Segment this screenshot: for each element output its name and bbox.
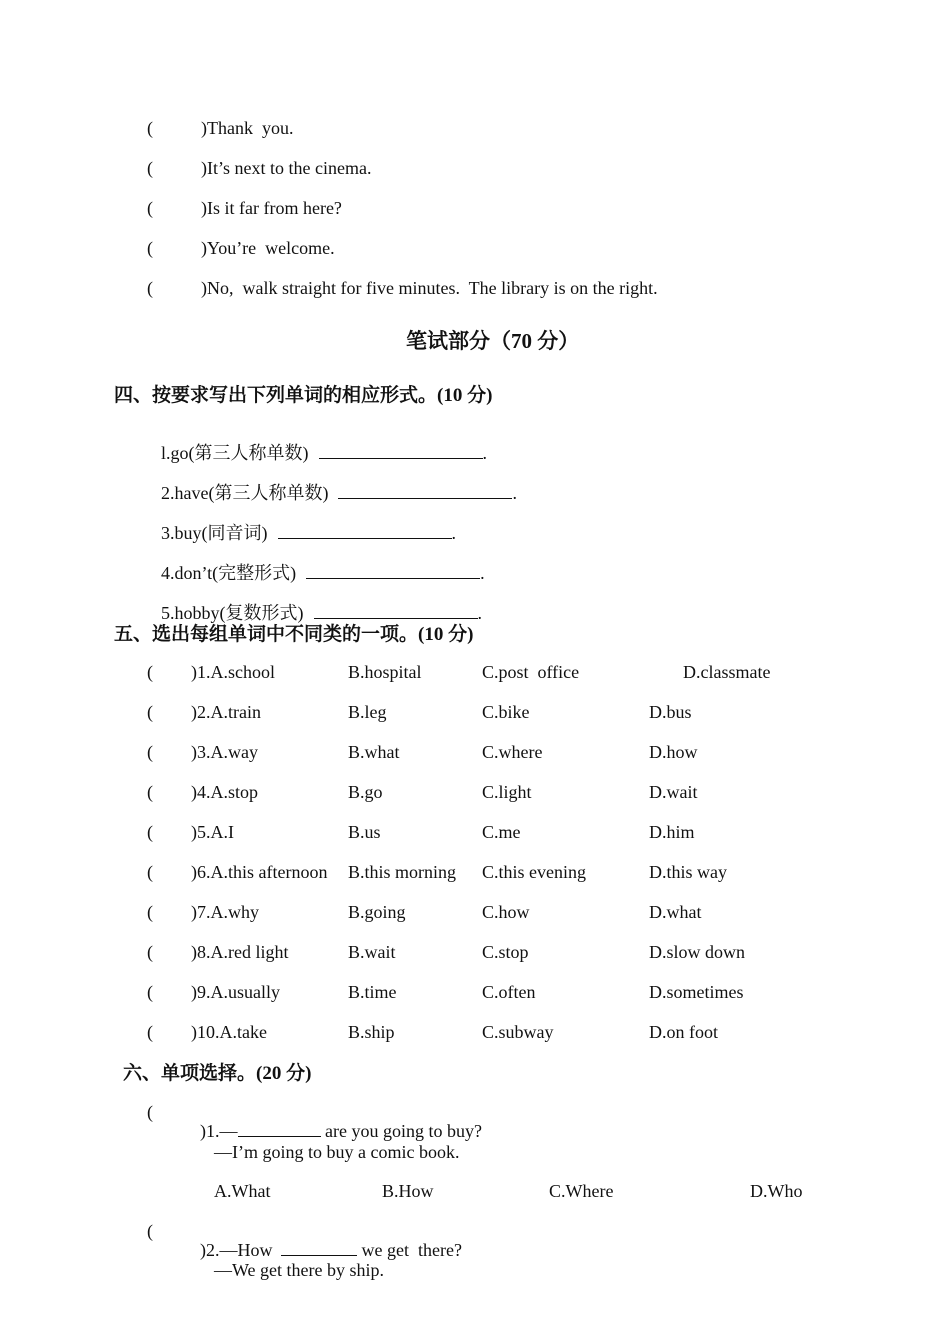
choice-a[interactable]: A.What [214, 1181, 271, 1201]
answer-paren: ( [147, 278, 153, 298]
option-c: C.bike [482, 702, 530, 722]
option-b: B.wait [348, 942, 396, 962]
option-b: B.this morning [348, 862, 457, 882]
option-a: )2.A.train [191, 702, 261, 722]
option-a: )4.A.stop [191, 782, 258, 802]
choice-d[interactable]: D.Who [750, 1181, 803, 1201]
option-b: B.us [348, 822, 381, 842]
option-a: )9.A.usually [191, 982, 280, 1002]
option-a: )5.A.I [191, 822, 234, 842]
word-form-item: 3.buy(同音词) . [161, 523, 456, 543]
answer-blank[interactable] [314, 603, 478, 619]
option-d: D.this way [649, 862, 727, 882]
answer-paren: ( [147, 662, 153, 682]
answer-blank[interactable] [281, 1240, 357, 1256]
answer-paren: ( [147, 158, 153, 178]
answer-paren: ( [147, 238, 153, 258]
answer-blank[interactable] [278, 523, 452, 539]
word-form-label: 5.hobby(复数形式) [161, 603, 304, 623]
answer-paren: ( [147, 118, 153, 138]
word-form-label: 2.have(第三人称单数) [161, 483, 329, 503]
answer-blank[interactable] [319, 443, 483, 459]
word-form-item: 5.hobby(复数形式) . [161, 603, 482, 623]
word-form-item: 4.don’t(完整形式) . [161, 563, 485, 583]
word-form-label: 3.buy(同音词) [161, 523, 268, 543]
option-d: D.bus [649, 702, 692, 722]
question-2-answer: —We get there by ship. [214, 1260, 385, 1280]
answer-paren: ( [147, 902, 153, 922]
option-d: D.what [649, 902, 702, 922]
option-b: B.ship [348, 1022, 395, 1042]
option-a: )10.A.take [191, 1022, 267, 1042]
dialogue-text: )You’re welcome. [201, 238, 335, 258]
option-a: )6.A.this afternoon [191, 862, 328, 882]
written-part-title: 笔试部分（70 分） [406, 329, 580, 353]
answer-paren: ( [147, 982, 153, 1002]
section-6-heading: 六、单项选择。(20 分) [123, 1063, 312, 1084]
option-c: C.where [482, 742, 543, 762]
option-b: B.hospital [348, 662, 422, 682]
answer-paren: ( [147, 198, 153, 218]
dialogue-text: )Thank you. [201, 118, 294, 138]
option-c: C.subway [482, 1022, 554, 1042]
option-b: B.going [348, 902, 406, 922]
answer-paren: ( [147, 822, 153, 842]
option-a: )1.A.school [191, 662, 275, 682]
option-b: B.go [348, 782, 383, 802]
dialogue-text: )No, walk straight for five minutes. The library is on the right. [201, 278, 658, 298]
option-a: )3.A.way [191, 742, 258, 762]
option-a: )7.A.why [191, 902, 259, 922]
option-a: )8.A.red light [191, 942, 289, 962]
answer-paren: ( [147, 1221, 153, 1241]
answer-paren: ( [147, 862, 153, 882]
option-c: C.this evening [482, 862, 586, 882]
answer-paren: ( [147, 1022, 153, 1042]
answer-blank[interactable] [338, 483, 512, 499]
answer-paren: ( [147, 782, 153, 802]
answer-blank[interactable] [306, 563, 480, 579]
answer-blank[interactable] [238, 1121, 321, 1137]
choice-b[interactable]: B.How [382, 1181, 434, 1201]
option-c: C.often [482, 982, 536, 1002]
option-d: D.wait [649, 782, 698, 802]
question-2: )2.—How we get there? [200, 1240, 462, 1260]
word-form-label: l.go(第三人称单数) [161, 443, 309, 463]
choice-c[interactable]: C.Where [549, 1181, 614, 1201]
section-5-heading: 五、选出每组单词中不同类的一项。(10 分) [114, 624, 474, 645]
option-c: C.me [482, 822, 521, 842]
option-b: B.leg [348, 702, 387, 722]
option-d: D.sometimes [649, 982, 744, 1002]
option-b: B.time [348, 982, 397, 1002]
answer-paren: ( [147, 702, 153, 722]
option-d: D.classmate [683, 662, 771, 682]
option-c: C.how [482, 902, 530, 922]
dialogue-text: )It’s next to the cinema. [201, 158, 372, 178]
answer-paren: ( [147, 942, 153, 962]
answer-paren: ( [147, 742, 153, 762]
word-form-item: 2.have(第三人称单数) . [161, 483, 517, 503]
option-d: D.him [649, 822, 695, 842]
question-1-answer: —I’m going to buy a comic book. [214, 1142, 460, 1162]
section-4-heading: 四、按要求写出下列单词的相应形式。(10 分) [114, 385, 493, 406]
option-d: D.on foot [649, 1022, 718, 1042]
answer-paren: ( [147, 1102, 153, 1122]
dialogue-text: )Is it far from here? [201, 198, 342, 218]
word-form-label: 4.don’t(完整形式) [161, 563, 297, 583]
option-c: C.stop [482, 942, 529, 962]
word-form-item: l.go(第三人称单数) . [161, 443, 487, 463]
question-1: )1.— are you going to buy? [200, 1121, 482, 1141]
option-b: B.what [348, 742, 400, 762]
option-d: D.how [649, 742, 698, 762]
option-c: C.post office [482, 662, 580, 682]
option-d: D.slow down [649, 942, 746, 962]
option-c: C.light [482, 782, 532, 802]
